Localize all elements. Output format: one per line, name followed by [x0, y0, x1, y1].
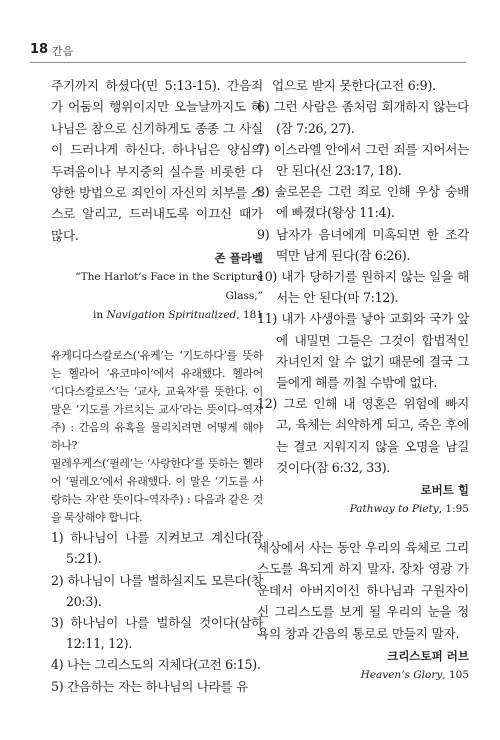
source-title: “The Harlot’s Face in the Scripture Glass,”: [75, 271, 263, 303]
list-item: 12) 그로 인해 내 영혼은 위험에 빠지고, 육체는 쇠약하게 되고, 죽은 후에는 결코 지워지지 않을 오명을 남길 것이다(잠 6:32, 33).: [257, 396, 469, 475]
list-item: 6) 그런 사람은 좀처럼 회개하지 않는다(잠 7:26, 27).: [257, 99, 469, 136]
page-header: [30, 42, 466, 64]
source-book: Navigation Spiritualized: [106, 309, 237, 322]
dialogue-answer: 필레우케스(‘필레’는 ‘사랑한다’를 뜻하는 헬라어 ‘필레오’에서 유래했다. 이 말은 ‘기도를 사랑하는 자’란 뜻이다–역자주) : 다음과 같은 것을 묵상해야 합니다.: [51, 457, 263, 525]
author-hill: 로버트 힐: [420, 483, 469, 498]
source-page: , 181: [236, 309, 263, 322]
page-number: 18: [30, 42, 49, 57]
author-love: 크리스토퍼 러브: [387, 649, 469, 664]
list-item: 5) 간음하는 자는 하나님의 나라를 유: [51, 678, 248, 694]
list-item: 2) 하나님이 나를 벌하실지도 모른다(창 20:3).: [51, 572, 263, 609]
source-page: , 1:95: [438, 503, 469, 516]
flavel-paragraph: 주기까지 하셨다(민 5:13-15). 간음죄가 어둠의 행위이지만 오늘날까지도 하나님은 참으로 신기하게도 종종 그 사실이 드러나게 하신다. 하나님은 양심의 두려움이나 부지중의 실수를 비롯한 다양한 방법으로 죄인이 자신의 치부를 스스로 알리고, 드러내도록 이끄신 때가 많다.: [51, 78, 263, 243]
header-rule: [30, 62, 466, 63]
love-paragraph: 세상에서 사는 동안 우리의 육체로 그리스도를 욕되게 하지 말자. 장차 영광 가운데서 아버지이신 하나님과 구원자이신 그리스도를 보게 될 우리의 눈을 정욕의 창과 간음의 통로로 만들지 말자.: [257, 540, 469, 641]
meditation-list-right: [257, 96, 469, 478]
list-item: 8) 솔로몬은 그런 죄로 인해 우상 숭배에 빠졌다(왕상 11:4).: [257, 184, 469, 221]
dialogue-question: 유케디다스칼로스(‘유케’는 ‘기도하다’를 뜻하는 헬라어 ‘유코마이’에서 유래했다. 헬라어 ‘디다스칼로스’는 ‘교사, 교육자’를 뜻한다. 이 말은 ‘기도를 가르치는 교사’라는 뜻이다–역자주) : 간음의 유혹을 물리치려면 어떻게 해야 하나?: [51, 349, 263, 453]
left-column: [51, 75, 263, 697]
right-column: [257, 75, 469, 685]
list-item: 4) 나는 그리스도의 지체다(고전 6:15).: [51, 657, 261, 673]
source-in: in: [93, 309, 107, 322]
list-continuation: 업으로 받지 못한다(고전 6:9).: [272, 78, 436, 93]
source-flavel: [51, 268, 263, 325]
list-item: 10) 내가 당하기를 원하지 않는 일을 해서는 안 된다(마 7:12).: [257, 269, 469, 306]
list-item: 7) 이스라엘 안에서 그런 죄를 지어서는 안 된다(신 23:17, 18).: [257, 141, 469, 179]
list-item: 1) 하나님이 나를 지켜보고 계신다(잠 5:21).: [51, 530, 263, 567]
list-item: 11) 내가 사생아를 낳아 교회와 국가 앞에 내밀면 그들은 그것이 합법적인 자녀인지 알 수 없기 때문에 결국 그들에게 해를 끼칠 수밖에 없다.: [257, 311, 469, 391]
section-title: 간음: [52, 45, 74, 58]
list-item: 9) 남자가 음녀에게 미혹되면 한 조각 떡만 남게 된다(잠 6:26).: [257, 226, 469, 263]
source-book: Pathway to Piety: [349, 503, 439, 516]
source-page: , 105: [442, 669, 469, 682]
source-book: Heaven’s Glory: [360, 669, 443, 682]
meditation-list-left: [51, 527, 263, 697]
list-item: 3) 하나님이 나를 벌하실 것이다(삼하 12:11, 12).: [51, 615, 263, 652]
source-love: [257, 666, 469, 685]
author-flavel: 존 플라벨: [214, 251, 263, 266]
source-hill: [257, 500, 469, 519]
